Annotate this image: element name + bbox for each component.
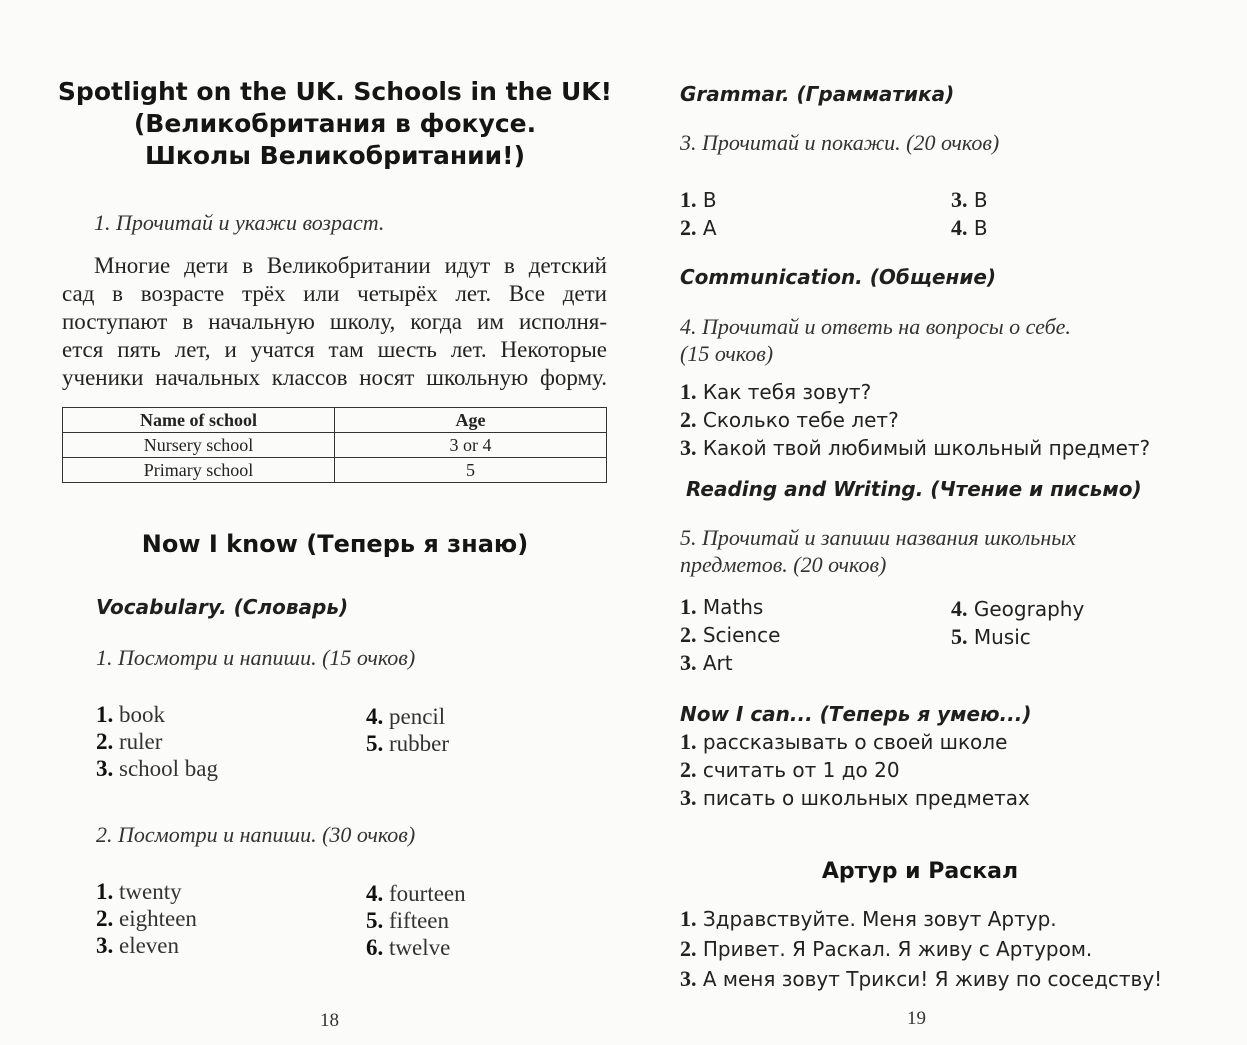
list-item: 2. Привет. Я Раскал. Я живу с Артуром.	[680, 936, 1093, 961]
now-i-can-list	[680, 728, 1030, 812]
title-line-3: Школы Великобритании!)	[145, 141, 525, 170]
table-row	[63, 458, 607, 483]
title-line-2: (Великобритания в фокусе.	[133, 109, 537, 138]
vocab-task-2: 2. Посмотри и напиши. (30 очков)	[96, 822, 416, 847]
table-row	[63, 433, 607, 458]
list-item: 3. eleven	[96, 933, 180, 958]
page-number-left: 18	[320, 1010, 339, 1031]
list-item: 4. pencil	[366, 704, 446, 729]
list-item: 1. book	[96, 702, 165, 727]
artur-heading: Артур и Раскал	[821, 859, 1019, 884]
list-item: 2. Сколько тебе лет?	[680, 407, 899, 432]
list-item: 2. ruler	[96, 729, 163, 754]
reading-writing-heading: Reading and Writing. (Чтение и письмо)	[686, 477, 1142, 501]
communication-heading: Communication. (Общение)	[680, 265, 997, 289]
list-item: 2. A	[680, 215, 717, 240]
subjects-list-col-1	[680, 593, 780, 677]
communication-list	[680, 378, 1150, 462]
task-line: (15 очков)	[680, 341, 774, 366]
paragraph-line: ется пять лет, и учатся там шесть лет. Некоторые	[62, 337, 607, 362]
grammar-answers-col-1	[680, 186, 717, 242]
header-age: Age	[335, 408, 607, 433]
list-item: 3. Art	[680, 650, 733, 675]
table-cell: 5	[335, 458, 607, 483]
list-item: 1. twenty	[96, 879, 182, 904]
age-table	[62, 407, 607, 483]
list-item: 4. fourteen	[366, 881, 466, 906]
paragraph-line: Многие дети в Великобритании идут в детский	[94, 253, 607, 278]
list-item: 1. Maths	[680, 594, 764, 619]
grammar-answers-col-2	[951, 186, 988, 242]
list-item: 1. Как тебя зовут?	[680, 379, 872, 404]
reading-writing-task	[680, 524, 1076, 578]
list-item: 3. B	[951, 187, 988, 212]
artur-list	[680, 904, 1162, 994]
task-line: 4. Прочитай и ответь на вопросы о себе.	[680, 314, 1071, 339]
task-line: 5. Прочитай и запиши названия школьных	[680, 525, 1076, 550]
list-item: 4. B	[951, 215, 988, 240]
task-line: предметов. (20 очков)	[680, 552, 887, 577]
list-item: 3. А меня зовут Трикси! Я живу по соседству!	[680, 966, 1163, 991]
table-cell: Primary school	[63, 458, 335, 483]
list-item: 2. eighteen	[96, 906, 197, 931]
page-title	[0, 76, 670, 172]
list-item: 2. Science	[680, 622, 781, 647]
list-item: 3. school bag	[96, 756, 219, 781]
vocab-list-2-col-1	[96, 878, 197, 959]
paragraph-line: ученики начальных классов носят школьную форму.	[62, 365, 607, 390]
list-item: 1. Здравствуйте. Меня зовут Артур.	[680, 906, 1057, 931]
list-item: 1. рассказывать о своей школе	[680, 729, 1008, 754]
paragraph-line: поступают в начальную школу, когда им исполня-	[62, 309, 607, 334]
communication-task	[680, 313, 1071, 367]
grammar-heading: Grammar. (Грамматика)	[680, 82, 955, 106]
paragraph-line: сад в возрасте трёх или четырёх лет. Все дети	[62, 281, 607, 306]
vocab-list-1-col-1	[96, 701, 218, 782]
list-item: 2. считать от 1 до 20	[680, 757, 900, 782]
list-item: 3. писать о школьных предметах	[680, 785, 1030, 810]
title-line-1: Spotlight on the UK. Schools in the UK!	[57, 77, 613, 106]
list-item: 5. fifteen	[366, 908, 450, 933]
list-item: 1. B	[680, 187, 717, 212]
intro-paragraph	[62, 252, 607, 392]
grammar-task: 3. Прочитай и покажи. (20 очков)	[680, 130, 1000, 155]
now-i-can-heading: Now I can... (Теперь я умею...)	[680, 702, 1032, 726]
page-number-right: 19	[907, 1008, 926, 1029]
list-item: 5. rubber	[366, 731, 450, 756]
list-item: 4. Geography	[951, 596, 1085, 621]
table-header-row	[63, 408, 607, 433]
vocabulary-heading: Vocabulary. (Словарь)	[96, 595, 349, 619]
task-1-instruction: 1. Прочитай и укажи возраст.	[94, 210, 385, 235]
now-i-know-heading: Now I know (Теперь я знаю)	[141, 530, 529, 558]
vocab-task-1: 1. Посмотри и напиши. (15 очков)	[96, 645, 416, 670]
right-page	[640, 0, 1247, 1045]
vocab-list-2-col-2	[366, 880, 466, 961]
header-name-of-school: Name of school	[63, 408, 335, 433]
list-item: 3. Какой твой любимый школьный предмет?	[680, 435, 1151, 460]
list-item: 5. Music	[951, 624, 1031, 649]
table-cell: 3 or 4	[335, 433, 607, 458]
subjects-list-col-2	[951, 595, 1084, 651]
list-item: 6. twelve	[366, 935, 451, 960]
table-cell: Nursery school	[63, 433, 335, 458]
vocab-list-1-col-2	[366, 703, 449, 757]
